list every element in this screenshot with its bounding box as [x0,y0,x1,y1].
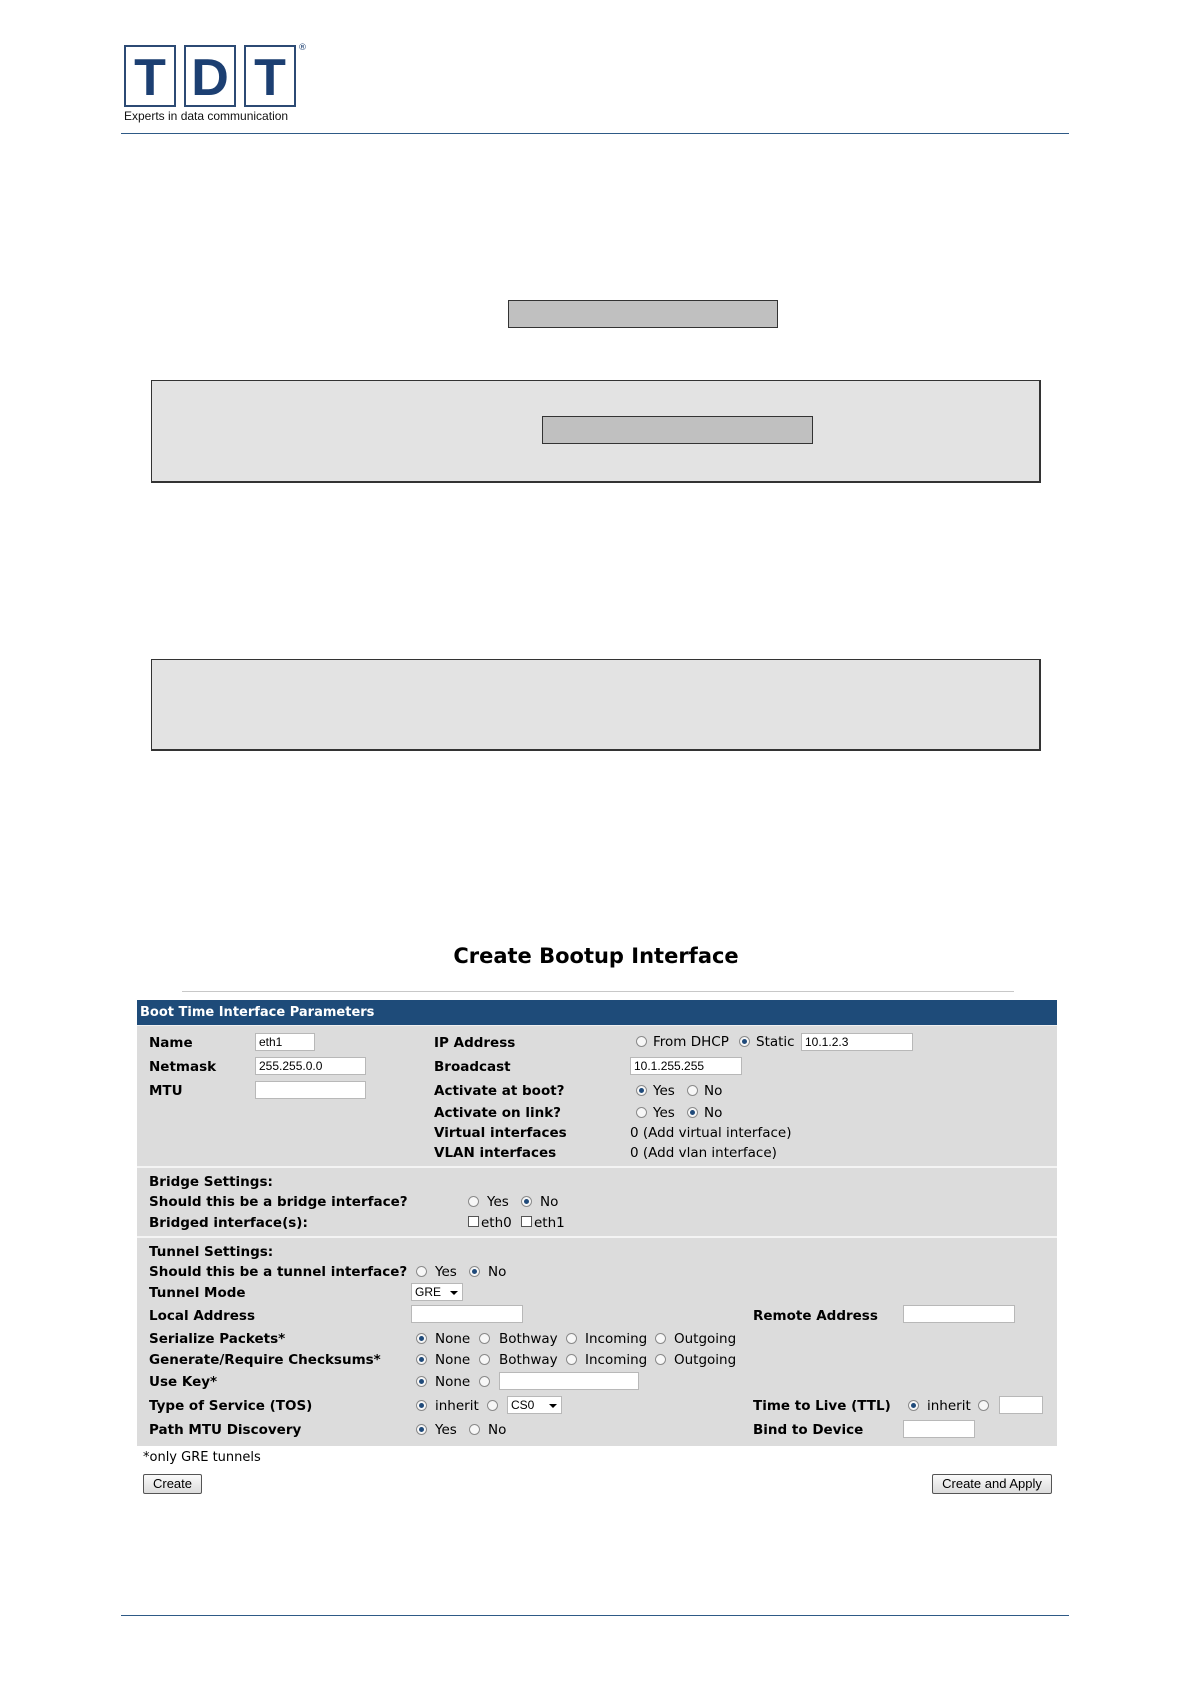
tunnel-yes-label: Yes [435,1264,457,1280]
pmtu-yes-radio[interactable] [416,1424,427,1435]
header-rule [121,133,1069,134]
activate-boot-yes-radio[interactable] [636,1085,647,1096]
bridge-eth1-label: eth1 [534,1215,565,1231]
ip-dhcp-radio[interactable] [636,1036,647,1047]
main-section [137,1025,1057,1166]
chevron-down-icon [450,1291,458,1295]
serialize-outgoing-label: Outgoing [674,1331,737,1347]
activate-boot-no-radio[interactable] [687,1085,698,1096]
netmask-label: Netmask [149,1059,217,1075]
tos-label: Type of Service (TOS) [149,1398,313,1414]
activate-link-yes-label: Yes [653,1105,675,1121]
bridged-interfaces-label: Bridged interface(s): [149,1215,308,1231]
chevron-down-icon [549,1404,557,1408]
ip-static-radio[interactable] [739,1036,750,1047]
tos-inherit-label: inherit [435,1398,479,1414]
tunnel-question-label: Should this be a tunnel interface? [149,1264,408,1280]
tos-custom-radio[interactable] [487,1400,498,1411]
local-address-label: Local Address [149,1308,255,1324]
netmask-input[interactable]: 255.255.0.0 [255,1057,366,1075]
tos-inherit-radio[interactable] [416,1400,427,1411]
checksums-none-label: None [435,1352,471,1368]
registered-mark: ® [298,43,307,53]
ttl-inherit-radio[interactable] [908,1400,919,1411]
ttl-inherit-label: inherit [927,1398,971,1414]
bridge-eth0-checkbox[interactable] [468,1216,479,1227]
serialize-incoming-label: Incoming [585,1331,648,1347]
pmtu-no-label: No [488,1422,507,1438]
checksums-bothway-radio[interactable] [479,1354,490,1365]
use-key-label: Use Key* [149,1374,218,1390]
serialize-bothway-radio[interactable] [479,1333,490,1344]
activate-link-no-radio[interactable] [687,1107,698,1118]
local-address-input[interactable] [411,1305,523,1323]
tunnel-mode-value: GRE [415,1285,442,1299]
ip-address-label: IP Address [434,1035,516,1051]
bind-device-input[interactable] [903,1420,975,1438]
virtual-interfaces-value[interactable]: 0 (Add virtual interface) [630,1125,792,1141]
serialize-packets-label: Serialize Packets* [149,1331,286,1347]
pmtu-label: Path MTU Discovery [149,1422,302,1438]
use-key-none-label: None [435,1374,471,1390]
bridge-no-label: No [540,1194,559,1210]
gray-panel-2 [151,659,1041,751]
checksums-bothway-label: Bothway [499,1352,558,1368]
tos-value: CS0 [511,1398,535,1412]
checksums-none-radio[interactable] [416,1354,427,1365]
remote-address-label: Remote Address [753,1308,878,1324]
serialize-bothway-label: Bothway [499,1331,558,1347]
use-key-input[interactable] [499,1372,639,1390]
checksums-incoming-radio[interactable] [566,1354,577,1365]
mtu-input[interactable] [255,1081,366,1099]
activate-link-yes-radio[interactable] [636,1107,647,1118]
mtu-label: MTU [149,1083,183,1099]
broadcast-input[interactable]: 10.1.255.255 [630,1057,742,1075]
virtual-interfaces-label: Virtual interfaces [434,1125,567,1141]
ip-address-input[interactable]: 10.1.2.3 [801,1033,913,1051]
use-key-custom-radio[interactable] [479,1376,490,1387]
vlan-interfaces-value[interactable]: 0 (Add vlan interface) [630,1145,777,1161]
tos-select[interactable] [507,1396,562,1414]
checksums-label: Generate/Require Checksums* [149,1352,381,1368]
interface-form [137,1000,1057,1446]
bridge-eth0-label: eth0 [481,1215,512,1231]
bridge-section [137,1166,1057,1236]
broadcast-label: Broadcast [434,1059,511,1075]
bind-device-label: Bind to Device [753,1422,864,1438]
ip-dhcp-label: From DHCP [653,1034,729,1050]
section-header: Boot Time Interface Parameters [137,1000,1057,1025]
ttl-custom-radio[interactable] [978,1400,989,1411]
remote-address-input[interactable] [903,1305,1015,1323]
tunnel-section [137,1236,1057,1446]
create-button[interactable]: Create [143,1474,202,1494]
name-input[interactable]: eth1 [255,1033,315,1051]
tunnel-settings-title: Tunnel Settings: [149,1244,274,1260]
gray-bar-2 [542,416,813,444]
logo-tagline: Experts in data communication [124,109,289,123]
name-label: Name [149,1035,193,1051]
tunnel-mode-select[interactable] [411,1283,463,1301]
tunnel-no-label: No [488,1264,507,1280]
tunnel-yes-radio[interactable] [416,1266,427,1277]
serialize-incoming-radio[interactable] [566,1333,577,1344]
tunnel-mode-label: Tunnel Mode [149,1285,246,1301]
vlan-interfaces-label: VLAN interfaces [434,1145,557,1161]
page-title: Create Bootup Interface [453,944,739,968]
gre-footnote: *only GRE tunnels [143,1450,261,1465]
ip-static-label: Static [756,1034,795,1050]
activate-boot-label: Activate at boot? [434,1083,565,1099]
use-key-none-radio[interactable] [416,1376,427,1387]
create-and-apply-button[interactable]: Create and Apply [932,1474,1052,1494]
title-rule [182,991,1014,992]
activate-link-no-label: No [704,1105,723,1121]
checksums-incoming-label: Incoming [585,1352,648,1368]
serialize-outgoing-radio[interactable] [655,1333,666,1344]
tdt-logo [124,43,307,127]
ttl-label: Time to Live (TTL) [753,1398,891,1414]
serialize-none-radio[interactable] [416,1333,427,1344]
pmtu-no-radio[interactable] [469,1424,480,1435]
gray-bar-1 [508,300,778,328]
logo-box-t1: T [124,45,176,107]
bridge-question-label: Should this be a bridge interface? [149,1194,408,1210]
bridge-settings-title: Bridge Settings: [149,1174,273,1190]
checksums-outgoing-radio[interactable] [655,1354,666,1365]
bridge-yes-radio[interactable] [468,1196,479,1207]
checksums-outgoing-label: Outgoing [674,1352,737,1368]
bridge-yes-label: Yes [487,1194,509,1210]
activate-boot-yes-label: Yes [653,1083,675,1099]
footer-rule [121,1615,1069,1616]
activate-link-label: Activate on link? [434,1105,562,1121]
ttl-input[interactable] [999,1396,1043,1414]
pmtu-yes-label: Yes [435,1422,457,1438]
bridge-eth1-checkbox[interactable] [521,1216,532,1227]
activate-boot-no-label: No [704,1083,723,1099]
logo-box-d: D [184,45,236,107]
bridge-no-radio[interactable] [521,1196,532,1207]
serialize-none-label: None [435,1331,471,1347]
logo-box-t2: T [244,45,296,107]
tunnel-no-radio[interactable] [469,1266,480,1277]
